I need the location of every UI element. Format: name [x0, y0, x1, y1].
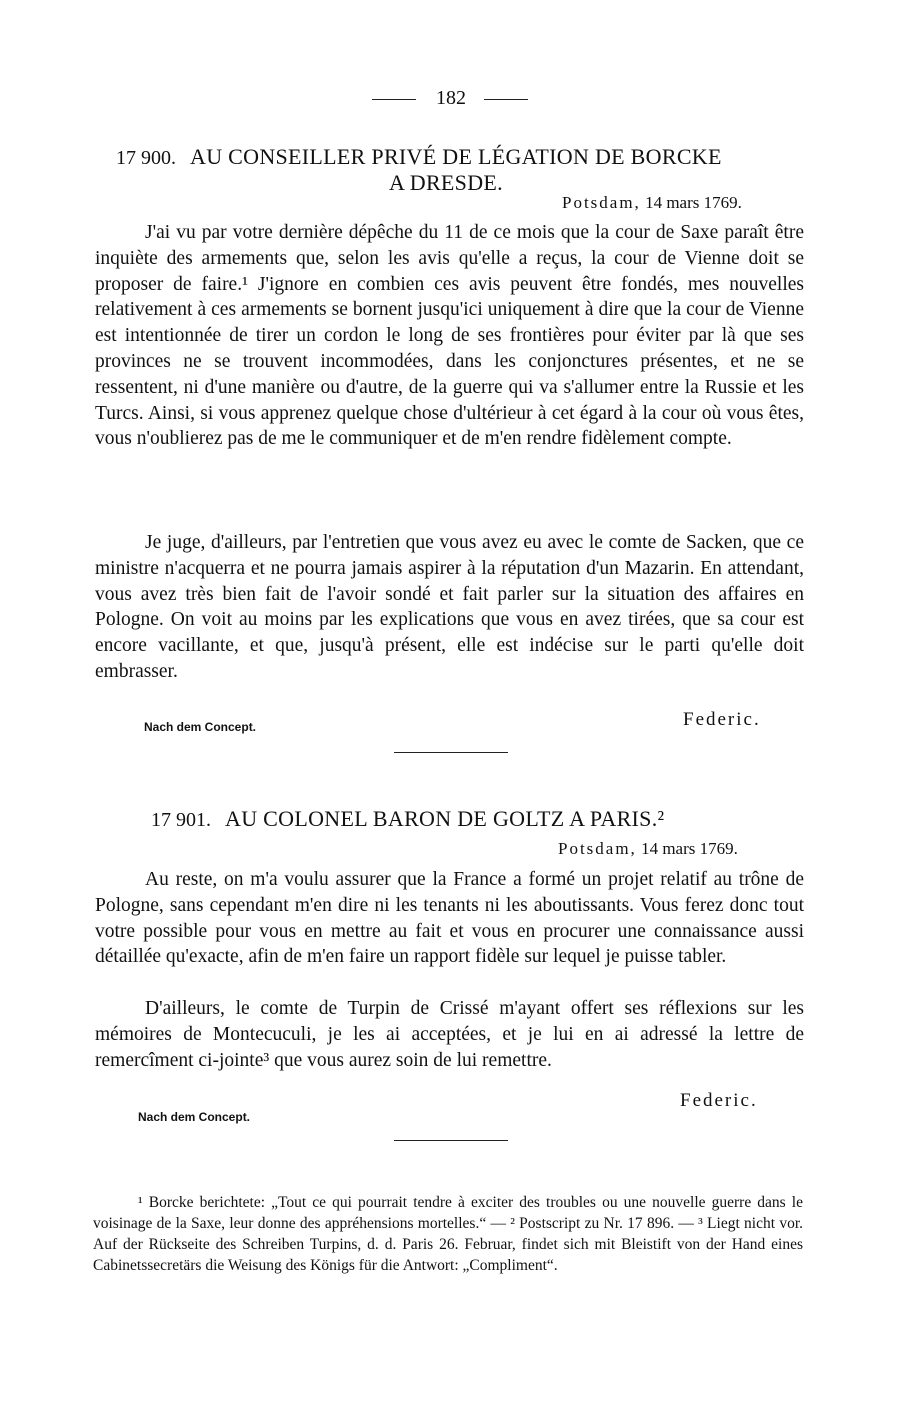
dateline-date: 14 mars 1769.: [641, 839, 738, 858]
dateline-date: 14 mars 1769.: [645, 193, 742, 212]
page-number-rule-left: [372, 99, 416, 100]
page-number: 182: [436, 87, 466, 109]
footnotes: ¹ Borcke berichtete: „Tout ce qui pourrait tendre à exciter des troubles ou une nouvelle guerre dans le voisinage de la Saxe, leur donne des appréhensions mortelles.“ — ² Postscript zu Nr. 17 896. — ³ Liegt nicht vor. Auf der Rückseite des Schreiben Turpins, d. d. Paris 26. Februar, findet sich mit Bleistift von der Hand eines Cabinetssecretärs die Weisung des Königs für die Antwort: „Compliment“.: [93, 1194, 803, 1274]
letter-title-continued: A DRESDE.: [389, 170, 503, 195]
letter-heading: [151, 806, 664, 832]
letter-paragraph: J'ai vu par votre dernière dépêche du 11 de ce mois que la cour de Saxe paraît être inquiète des armements que, selon les avis qu'elle a reçus, la cour de Vienne doit se proposer de faire.¹ J'ignore en combien ces avis peuvent être fondés, mes nouvelles relativement à ces armements se bornent jusqu'ici uniquement à dire que la cour de Vienne est intentionnée de tirer un cordon le long de ses frontières pour éviter par là que ses provinces ne se trouvent incommodées, dans les conjonctures présentes, et ne se ressentent, ni d'une manière ou d'autre, de la guerre qui va s'allumer entre la Russie et les Turcs. Ainsi, si vous apprenez quelque chose d'ultérieur à cet égard à la cour où vous êtes, vous n'oublierez pas de me le communiquer et de m'en rendre fidèlement compte.: [95, 222, 804, 450]
letter-paragraph: D'ailleurs, le comte de Turpin de Crissé m'ayant offert ses réflexions sur les mémoires de Montecuculi, je les ai acceptées, et je lui en ai adressé la lettre de remercîment ci-jointe³ que vous aurez soin de lui remettre.: [95, 998, 804, 1071]
dateline-place: Potsdam,: [558, 839, 637, 858]
section-divider: [394, 752, 508, 753]
letter-paragraph: Je juge, d'ailleurs, par l'entretien que vous avez eu avec le comte de Sacken, que ce ministre n'acquerra et ne pourra jamais aspirer à la réputation d'un Mazarin. En attendant, vous avez très bien fait de l'avoir sondé et fait parler sur la situation des affaires en Pologne. On voit au moins par les explications que vous en avez tirées, que sa cour est encore vacillante, et que, jusqu'à présent, elle est indécise sur le parti qu'elle doit embrasser.: [95, 532, 804, 682]
letter-paragraph: Au reste, on m'a voulu assurer que la France a formé un projet relatif au trône de Pologne, sans cependant m'en dire ni les tenants ni les aboutissants. Vous ferez donc tout votre possible pour vous en mettre au fait et vous en procurer une connaissance aussi détaillée qu'exacte, afin de m'en faire un rapport fidèle sur lequel je puisse tabler.: [95, 869, 804, 968]
dateline: [558, 839, 738, 859]
source-note: Nach dem Concept.: [138, 1110, 251, 1124]
letter-number: 17 900.: [116, 147, 176, 169]
dateline: [562, 193, 742, 213]
letter-number: 17 901.: [151, 809, 211, 831]
signature: Federic.: [683, 709, 761, 730]
page-number-rule-right: [484, 99, 528, 100]
dateline-place: Potsdam,: [562, 193, 641, 212]
letter-title: AU CONSEILLER PRIVÉ DE LÉGATION DE BORCKE: [190, 144, 722, 169]
letter-title: AU COLONEL BARON DE GOLTZ A PARIS.²: [225, 806, 665, 831]
signature: Federic.: [680, 1090, 758, 1111]
section-divider: [394, 1140, 508, 1141]
letter-heading: [116, 144, 722, 170]
source-note: Nach dem Concept.: [144, 720, 257, 734]
